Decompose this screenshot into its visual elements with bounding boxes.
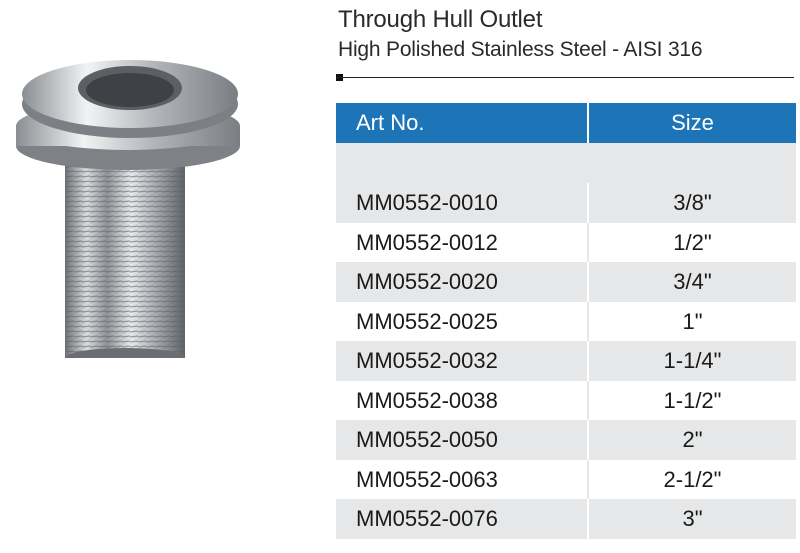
through-hull-outlet-image <box>10 58 310 358</box>
table-row <box>336 302 796 342</box>
cell-size: 1-1/4" <box>663 348 722 373</box>
cell-art-no: MM0552-0076 <box>336 499 589 539</box>
cell-art-no: MM0552-0010 <box>336 183 589 223</box>
cell-art-no: MM0552-0038 <box>336 381 589 421</box>
table-row <box>336 381 796 421</box>
cell-art-no: MM0552-0032 <box>336 341 589 381</box>
header-art-no: Art No. <box>336 103 589 143</box>
table-header <box>336 103 796 143</box>
page-subtitle: High Polished Stainless Steel - AISI 316 <box>338 38 703 61</box>
cell-size: 1/2" <box>673 229 712 255</box>
cell-size: 1-1/2" <box>663 387 722 413</box>
table-row <box>336 420 796 460</box>
product-table <box>336 103 796 539</box>
cell-size: 2" <box>682 427 703 452</box>
cell-size: 3" <box>682 506 703 531</box>
title-divider <box>336 77 794 78</box>
page-title: Through Hull Outlet <box>338 6 543 33</box>
table-row <box>336 460 796 500</box>
cell-size: 2-1/2" <box>663 466 722 492</box>
table-body <box>336 183 796 539</box>
cell-size: 3/8" <box>673 190 712 215</box>
cell-art-no: MM0552-0020 <box>336 262 589 302</box>
table-spacer-row <box>336 143 796 183</box>
table-row <box>336 223 796 263</box>
cell-art-no: MM0552-0063 <box>336 460 589 500</box>
cell-size: 3/4" <box>673 269 712 294</box>
table-row <box>336 262 796 302</box>
table-row <box>336 183 796 223</box>
table-row <box>336 499 796 539</box>
cell-art-no: MM0552-0025 <box>336 302 589 342</box>
cell-art-no: MM0552-0050 <box>336 420 589 460</box>
header-size: Size <box>671 110 714 135</box>
cell-art-no: MM0552-0012 <box>336 223 589 263</box>
cell-size: 1" <box>682 308 703 334</box>
table-row <box>336 341 796 381</box>
